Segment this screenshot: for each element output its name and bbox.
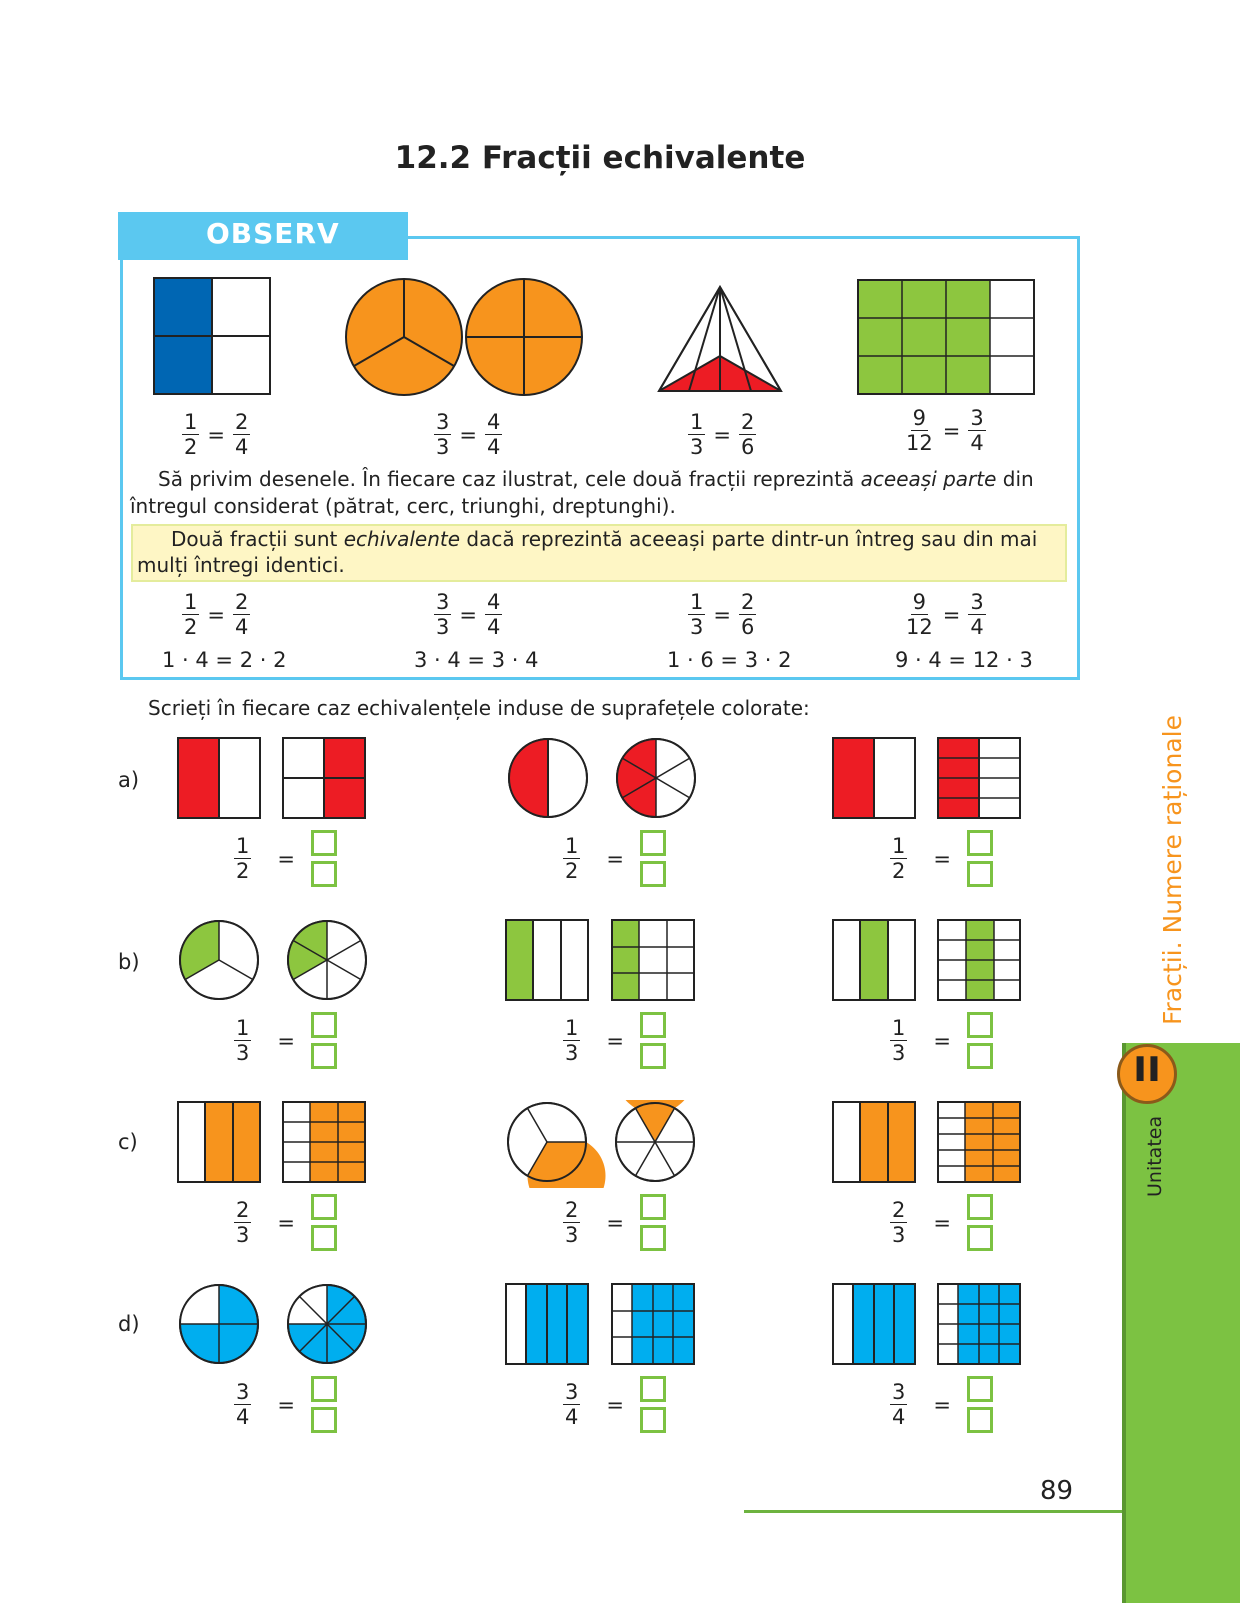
chapter-sidebar (1122, 1043, 1240, 1603)
denominator-answer-box[interactable] (640, 1043, 666, 1069)
row-c-col-3-figures (831, 1100, 1027, 1188)
denominator-answer-box[interactable] (967, 1407, 993, 1433)
denominator-answer-box[interactable] (640, 1407, 666, 1433)
numerator-answer-box[interactable] (311, 1194, 337, 1220)
fraction: $\frac{3}{4}$ (892, 1379, 906, 1429)
unit-number: II (1133, 1050, 1161, 1090)
row-d-col-1-figures (176, 1282, 372, 1370)
example-1-equality: $\frac{1}{2}$ = $\frac{2}{4}$ (184, 410, 249, 459)
numerator-answer-box[interactable] (640, 830, 666, 856)
denominator-answer-box[interactable] (640, 861, 666, 887)
fraction: $\frac{1}{2}$ (892, 833, 906, 883)
row-a-col-1-figures (176, 736, 372, 824)
fraction: $\frac{1}{3}$ (892, 1015, 906, 1065)
answer-a-3: $\frac{1}{2}$ = (890, 830, 993, 887)
row-label-d: d) (118, 1312, 140, 1336)
numerator-answer-box[interactable] (640, 1012, 666, 1038)
fraction: $\frac{1}{3}$ (565, 1015, 579, 1065)
example-2-equality-repeat: $\frac{3}{3}$ = $\frac{4}{4}$ (436, 590, 501, 639)
product-4: 9 · 4 = 12 · 3 (895, 648, 1033, 672)
fraction: $\frac{1}{2}$ (184, 410, 198, 459)
row-c-col-1-figures (176, 1100, 372, 1188)
example-1-equality-repeat: $\frac{1}{2}$ = $\frac{2}{4}$ (184, 590, 249, 639)
fraction: $\frac{3}{4}$ (565, 1379, 579, 1429)
example-4-equality: $\frac{9}{12}$ = $\frac{3}{4}$ (906, 406, 984, 455)
fraction: $\frac{3}{4}$ (970, 590, 984, 639)
unit-label: Unitatea (1144, 1115, 1166, 1197)
denominator-answer-box[interactable] (640, 1225, 666, 1251)
row-label-c: c) (118, 1130, 138, 1154)
observ-label: OBSERV (118, 212, 408, 260)
fraction: $\frac{2}{6}$ (740, 590, 755, 639)
fraction: $\frac{2}{3}$ (565, 1197, 579, 1247)
fraction: $\frac{1}{3}$ (690, 590, 704, 639)
numerator-answer-box[interactable] (640, 1376, 666, 1402)
numerator-answer-box[interactable] (311, 1376, 337, 1402)
chapter-title: Fracții. Numere raționale (1158, 715, 1187, 1025)
numerator-answer-box[interactable] (640, 1194, 666, 1220)
answer-a-1: $\frac{1}{2}$ = (234, 830, 337, 887)
page-title: 12.2 Fracții echivalente (394, 140, 806, 176)
sidebar-edge (1122, 1043, 1126, 1603)
square-figure (150, 272, 275, 397)
numerator-answer-box[interactable] (967, 1012, 993, 1038)
row-a-col-3-figures (831, 736, 1027, 824)
fraction: $\frac{2}{6}$ (740, 410, 755, 459)
page-number: 89 (1040, 1476, 1074, 1506)
exercise-instruction: Scrieți în fiecare caz echivalențele induse de suprafețele colorate: (148, 696, 810, 720)
row-b-col-3-figures (831, 918, 1027, 1006)
row-c-col-2-figures (504, 1100, 700, 1188)
row-d-col-2-figures (504, 1282, 700, 1370)
fraction: $\frac{1}{2}$ (565, 833, 579, 883)
answer-c-2: $\frac{2}{3}$ = (563, 1194, 666, 1251)
definition-box: Două fracții sunt echivalente dacă reprezintă aceeași parte dintr-un întreg sau din mai mulți întregi identici. (131, 524, 1067, 582)
denominator-answer-box[interactable] (967, 861, 993, 887)
observ-top-border (408, 236, 1080, 239)
fraction: $\frac{4}{4}$ (486, 590, 501, 639)
row-b-col-1-figures (176, 918, 372, 1006)
footer-line (744, 1510, 1122, 1513)
row-a-col-2-figures (504, 736, 700, 824)
fraction: $\frac{2}{4}$ (234, 590, 249, 639)
denominator-answer-box[interactable] (311, 1043, 337, 1069)
fraction: $\frac{3}{4}$ (970, 406, 984, 455)
product-3: 1 · 6 = 3 · 2 (667, 648, 792, 672)
answer-d-2: $\frac{3}{4}$ = (563, 1376, 666, 1433)
example-2-equality: $\frac{3}{3}$ = $\frac{4}{4}$ (436, 410, 501, 459)
denominator-answer-box[interactable] (311, 1407, 337, 1433)
row-label-a: a) (118, 768, 140, 792)
answer-c-3: $\frac{2}{3}$ = (890, 1194, 993, 1251)
product-1: 1 · 4 = 2 · 2 (162, 648, 287, 672)
numerator-answer-box[interactable] (967, 1376, 993, 1402)
example-4-equality-repeat: $\frac{9}{12}$ = $\frac{3}{4}$ (906, 590, 984, 639)
example-3-equality-repeat: $\frac{1}{3}$ = $\frac{2}{6}$ (690, 590, 755, 639)
numerator-answer-box[interactable] (311, 830, 337, 856)
example-3-equality: $\frac{1}{3}$ = $\frac{2}{6}$ (690, 410, 755, 459)
row-d-col-3-figures (831, 1282, 1027, 1370)
fraction: $\frac{3}{4}$ (236, 1379, 250, 1429)
product-2: 3 · 4 = 3 · 4 (414, 648, 539, 672)
fraction: $\frac{9}{12}$ (906, 590, 933, 639)
fraction: $\frac{2}{3}$ (892, 1197, 906, 1247)
row-label-b: b) (118, 950, 140, 974)
fraction: $\frac{1}{3}$ (236, 1015, 250, 1065)
numerator-answer-box[interactable] (967, 830, 993, 856)
triangle-figure (655, 283, 785, 395)
row-b-col-2-figures (504, 918, 700, 1006)
denominator-answer-box[interactable] (967, 1043, 993, 1069)
fraction: $\frac{3}{3}$ (436, 590, 450, 639)
answer-d-3: $\frac{3}{4}$ = (890, 1376, 993, 1433)
answer-b-3: $\frac{1}{3}$ = (890, 1012, 993, 1069)
fraction: $\frac{2}{3}$ (236, 1197, 250, 1247)
answer-b-1: $\frac{1}{3}$ = (234, 1012, 337, 1069)
answer-c-1: $\frac{2}{3}$ = (234, 1194, 337, 1251)
fraction: $\frac{9}{12}$ (906, 406, 933, 455)
denominator-answer-box[interactable] (967, 1225, 993, 1251)
answer-b-2: $\frac{1}{3}$ = (563, 1012, 666, 1069)
fraction: $\frac{1}{2}$ (236, 833, 250, 883)
fraction: $\frac{1}{3}$ (690, 410, 704, 459)
fraction: $\frac{1}{2}$ (184, 590, 198, 639)
denominator-answer-box[interactable] (311, 1225, 337, 1251)
denominator-answer-box[interactable] (311, 861, 337, 887)
numerator-answer-box[interactable] (311, 1012, 337, 1038)
numerator-answer-box[interactable] (967, 1194, 993, 1220)
rectangle-grid-figure (856, 278, 1036, 398)
circles-figure (342, 275, 594, 399)
observation-paragraph: Să privim desenele. În fiecare caz ilustrat, cele două fracții reprezintă aceeași parte din întregul considerat (pătrat, cerc, triunghi, dreptunghi). (130, 467, 1034, 518)
fraction: $\frac{4}{4}$ (486, 410, 501, 459)
answer-d-1: $\frac{3}{4}$ = (234, 1376, 337, 1433)
fraction: $\frac{3}{3}$ (436, 410, 450, 459)
fraction: $\frac{2}{4}$ (234, 410, 249, 459)
answer-a-2: $\frac{1}{2}$ = (563, 830, 666, 887)
